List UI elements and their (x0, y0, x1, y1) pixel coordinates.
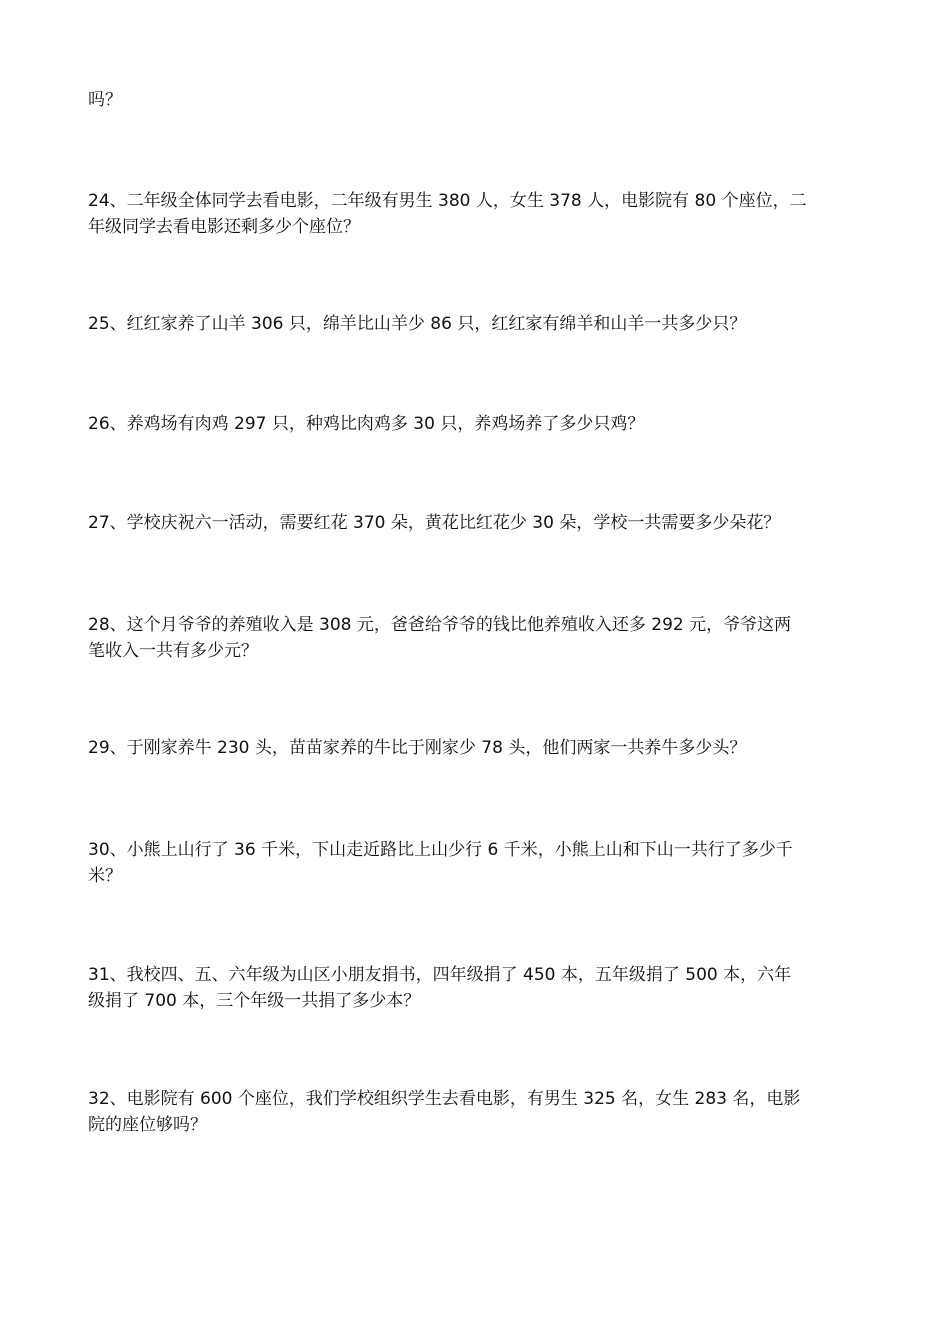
continuation-text (88, 87, 863, 113)
text-line: 29、于刚家养牛 230 头，苗苗家养的牛比于刚家少 78 头，他们两家一共养牛多少头？ (88, 738, 747, 758)
question-25 (88, 311, 863, 337)
question-27 (88, 510, 863, 536)
text-line: 级捐了 700 本，三个年级一共捐了多少本？ (88, 991, 421, 1011)
text-line: 28、这个月爷爷的养殖收入是 308 元，爸爸给爷爷的钱比他养殖收入还多 292 元，爷爷这两 (88, 615, 792, 635)
text-line: 27、学校庆祝六一活动，需要红花 370 朵，黄花比红花少 30 朵，学校一共需要多少朵花？ (88, 513, 781, 533)
question-24 (88, 188, 863, 240)
text-line: 米？ (88, 866, 122, 886)
text-line: 32、电影院有 600 个座位，我们学校组织学生去看电影，有男生 325 名，女生 283 名，电影 (88, 1089, 801, 1109)
text-line: 25、红红家养了山羊 306 只，绵羊比山羊少 86 只，红红家有绵羊和山羊一共多少只？ (88, 314, 747, 334)
text-line: 吗？ (88, 90, 122, 110)
question-32 (88, 1086, 863, 1138)
text-line: 院的座位够吗？ (88, 1115, 207, 1135)
text-line: 30、小熊上山行了 36 千米，下山走近路比上山少行 6 千米，小熊上山和下山一共行了多少千 (88, 840, 793, 860)
text-line: 24、二年级全体同学去看电影，二年级有男生 380 人，女生 378 人，电影院有 80 个座位，二 (88, 191, 807, 211)
text-line: 年级同学去看电影还剩多少个座位？ (88, 217, 360, 237)
text-line: 26、养鸡场有肉鸡 297 只，种鸡比肉鸡多 30 只，养鸡场养了多少只鸡？ (88, 414, 645, 434)
question-28 (88, 612, 863, 664)
text-line: 31、我校四、五、六年级为山区小朋友捐书，四年级捐了 450 本，五年级捐了 500 本，六年 (88, 965, 792, 985)
question-26 (88, 411, 863, 437)
question-31 (88, 962, 863, 1014)
text-line: 笔收入一共有多少元？ (88, 641, 258, 661)
question-30 (88, 837, 863, 889)
question-29 (88, 735, 863, 761)
